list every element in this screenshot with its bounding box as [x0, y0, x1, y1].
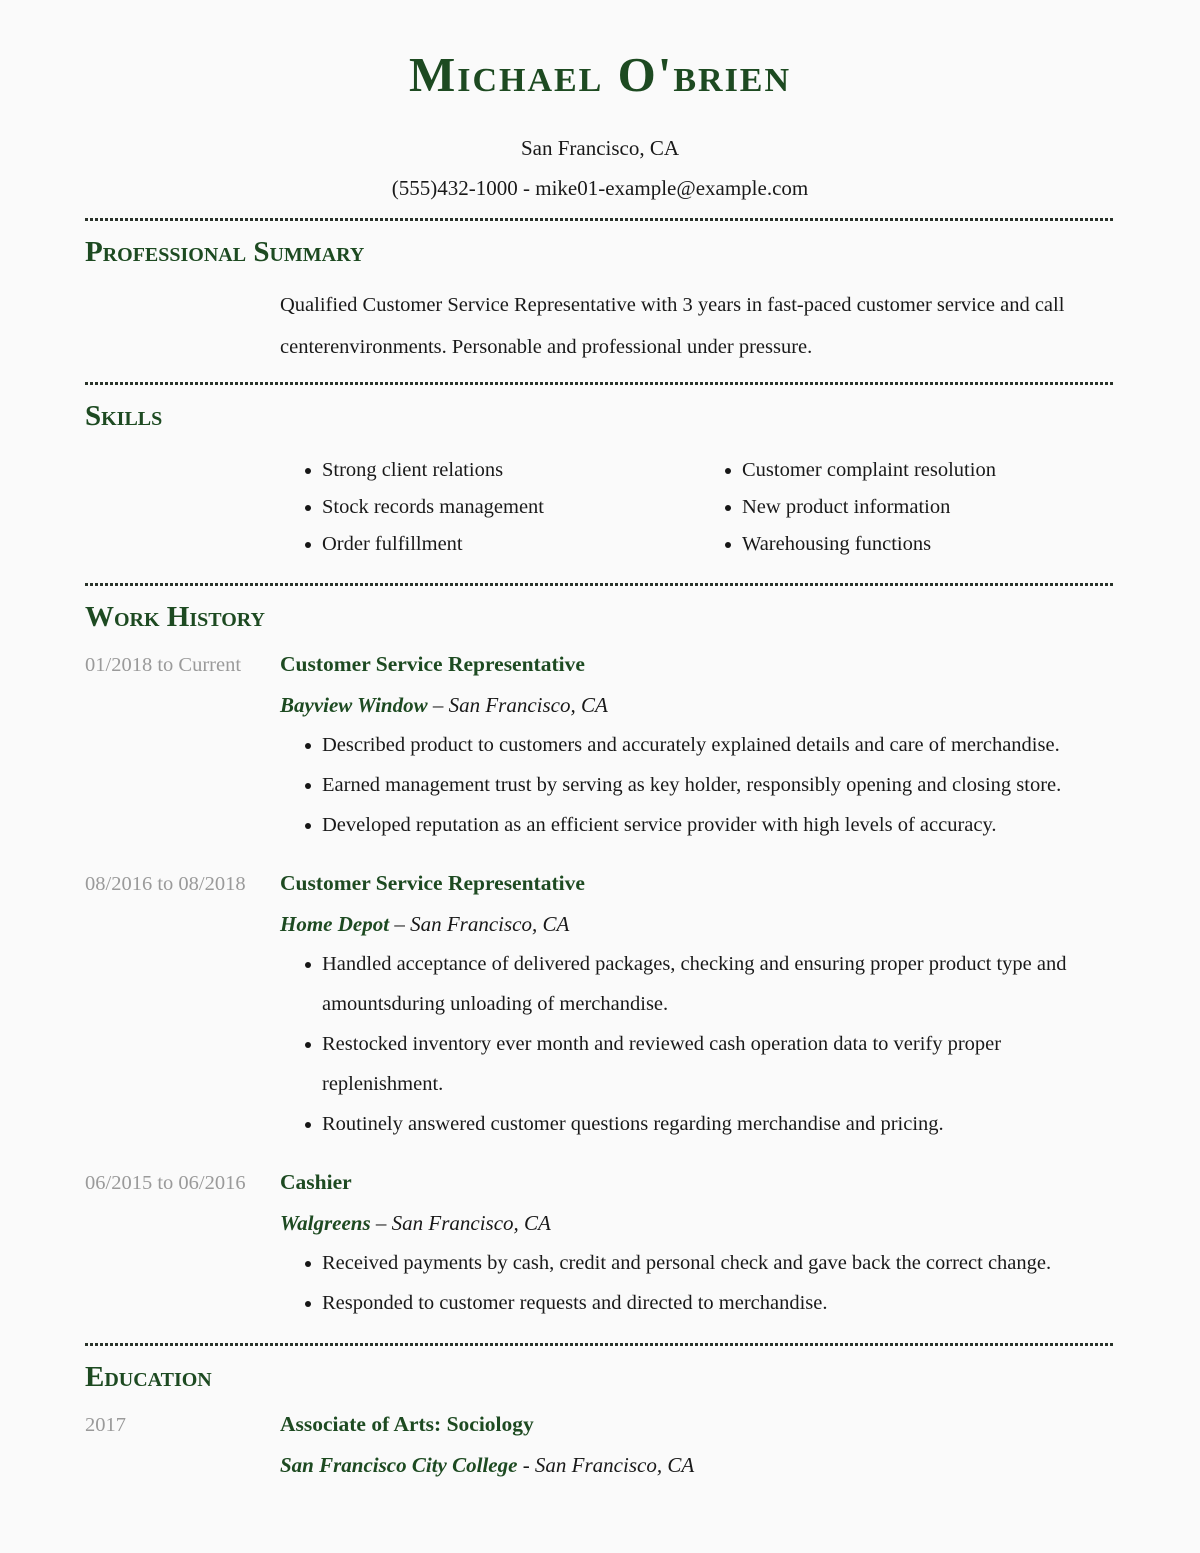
job-bullet [305, 1024, 1115, 1104]
bullet-icon [305, 1301, 311, 1307]
job-company: Walgreens [280, 1210, 371, 1235]
job-bullet [305, 725, 1115, 765]
bullet-icon [725, 542, 731, 548]
skills-divider [85, 583, 1115, 586]
skill-label: Warehousing functions [742, 533, 932, 556]
bullet-icon [305, 743, 311, 749]
skill-label: Customer complaint resolution [742, 459, 996, 482]
education-location: - San Francisco, CA [517, 1452, 695, 1477]
job-bullet-text: Earned management trust by serving as key holder, responsibly opening and closing store. [322, 773, 1062, 796]
job-entry [85, 869, 1115, 1144]
work-history-section-title: Work History [85, 601, 265, 634]
job-dates: 08/2016 to 08/2018 [85, 872, 246, 895]
skill-label: Stock records management [322, 496, 545, 519]
bullet-icon [305, 1042, 311, 1048]
skill-item [305, 489, 725, 526]
education-school-line [280, 1451, 1115, 1479]
work-history-divider [85, 1343, 1115, 1346]
job-bullet-list [305, 944, 1115, 1144]
skills-column-left [305, 452, 725, 563]
job-bullet-text: Responded to customer requests and directed to merchandise. [322, 1291, 828, 1314]
job-bullet-list [305, 725, 1115, 845]
job-company: Bayview Window [280, 692, 428, 717]
job-location: – San Francisco, CA [389, 911, 570, 936]
skill-item [725, 489, 1145, 526]
education-school: San Francisco City College [280, 1452, 518, 1477]
job-bullet [305, 1104, 1115, 1144]
skills-section [85, 398, 1115, 564]
summary-text: Qualified Customer Service Representative with 3 years in fast-paced customer service and call centerenvironments. Personable and professional under pressure. [280, 293, 1065, 358]
summary-section [85, 234, 1115, 368]
bullet-icon [305, 468, 311, 474]
bullet-icon [725, 468, 731, 474]
skill-item [305, 452, 725, 489]
summary-section-title: Professional Summary [85, 235, 365, 268]
job-entry [85, 1168, 1115, 1323]
job-dates: 01/2018 to Current [85, 653, 242, 676]
bullet-icon [305, 783, 311, 789]
job-bullet [305, 1283, 1115, 1323]
bullet-icon [305, 1122, 311, 1128]
job-bullet [305, 1243, 1115, 1283]
skill-item [305, 526, 725, 563]
work-history-section [85, 599, 1115, 1323]
education-year: 2017 [85, 1413, 126, 1436]
education-section-title: Education [85, 1360, 212, 1393]
skill-item [725, 452, 1145, 489]
job-title: Customer Service Representative [280, 870, 585, 895]
job-bullet-list [305, 1243, 1115, 1323]
bullet-icon [305, 1261, 311, 1267]
bullet-icon [305, 542, 311, 548]
skill-item [725, 526, 1145, 563]
skill-label: Order fulfillment [322, 533, 463, 556]
job-bullet-text: Received payments by cash, credit and personal check and gave back the correct change. [322, 1251, 1052, 1274]
job-bullet [305, 805, 1115, 845]
bullet-icon [305, 823, 311, 829]
job-location: – San Francisco, CA [427, 692, 608, 717]
bullet-icon [305, 505, 311, 511]
job-details [280, 650, 1115, 845]
job-location: – San Francisco, CA [370, 1210, 551, 1235]
job-bullet-text: Restocked inventory ever month and reviewed cash operation data to verify proper replenishment. [322, 1032, 1002, 1095]
skills-section-title: Skills [85, 399, 163, 432]
job-details [280, 1168, 1115, 1323]
education-degree: Associate of Arts: Sociology [280, 1411, 534, 1436]
candidate-name: Michael O'brien [408, 47, 792, 102]
education-entry [85, 1410, 1115, 1479]
candidate-contact: (555)432-1000 - mike01-example@example.com [391, 175, 809, 200]
job-bullet-text: Handled acceptance of delivered packages, checking and ensuring proper product type and amountsduring unloading of merchandise. [322, 952, 1067, 1015]
skill-label: Strong client relations [322, 459, 504, 482]
job-bullet-text: Described product to customers and accurately explained details and care of merchandise. [322, 733, 1060, 756]
job-dates: 06/2015 to 06/2016 [85, 1171, 246, 1194]
bullet-icon [305, 962, 311, 968]
summary-divider [85, 382, 1115, 385]
job-bullet-text: Developed reputation as an efficient service provider with high levels of accuracy. [322, 813, 997, 836]
education-section [85, 1359, 1115, 1479]
bullet-icon [725, 505, 731, 511]
job-entry [85, 650, 1115, 845]
job-details [280, 869, 1115, 1144]
job-company-line [280, 910, 1115, 938]
job-bullet [305, 765, 1115, 805]
candidate-location: San Francisco, CA [520, 135, 680, 160]
job-company: Home Depot [280, 911, 390, 936]
resume-header [85, 0, 1115, 201]
skills-list [305, 452, 1115, 563]
job-title: Customer Service Representative [280, 651, 585, 676]
skills-column-right [725, 452, 1145, 563]
job-company-line [280, 691, 1115, 719]
skill-label: New product information [742, 496, 951, 519]
job-company-line [280, 1209, 1115, 1237]
header-divider [85, 218, 1115, 221]
job-title: Cashier [280, 1169, 352, 1194]
job-bullet-text: Routinely answered customer questions regarding merchandise and pricing. [322, 1112, 944, 1135]
education-details [280, 1410, 1115, 1479]
job-bullet [305, 944, 1115, 1024]
